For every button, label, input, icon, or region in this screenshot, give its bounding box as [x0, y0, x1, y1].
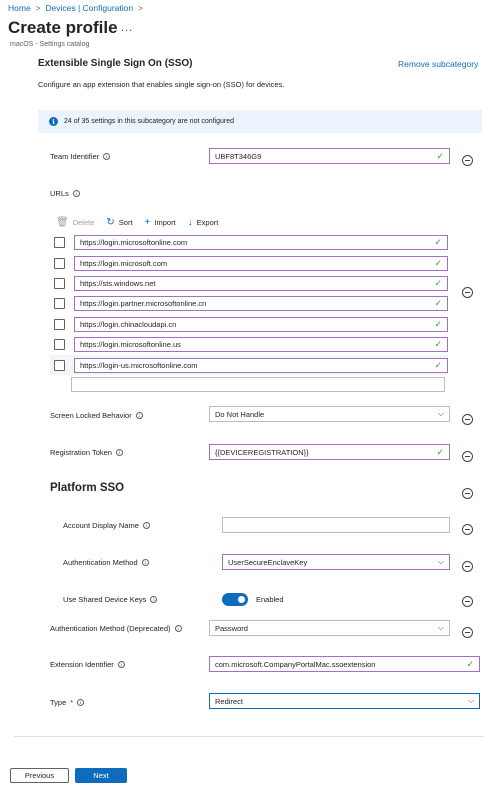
account-display-name-label-text: Account Display Name [63, 521, 139, 530]
use-shared-device-keys-label-text: Use Shared Device Keys [63, 595, 147, 604]
url-input[interactable] [74, 256, 448, 271]
info-message: 24 of 35 settings in this subcategory are not configured [64, 118, 235, 125]
export-label: Export [196, 218, 219, 227]
authentication-method-deprecated-label-text: Authentication Method (Deprecated) [50, 624, 171, 633]
team-identifier-value: UBF8T346G9 [215, 151, 262, 161]
remove-setting-minus-icon[interactable] [462, 524, 473, 535]
delete-button[interactable] [56, 217, 94, 228]
url-input[interactable] [74, 235, 448, 250]
row-checkbox[interactable] [54, 237, 65, 248]
checkmark-icon: ✓ [434, 297, 442, 308]
url-value: https://login.partner.microsoftonline.cn [80, 298, 207, 308]
info-icon[interactable]: i [103, 153, 110, 160]
platform-sso-heading: Platform SSO [50, 482, 125, 494]
list-item [50, 293, 448, 313]
row-checkbox[interactable] [54, 258, 65, 269]
authentication-method-value: UserSecureEnclaveKey [228, 557, 308, 567]
urls-label [50, 189, 80, 198]
list-item [50, 355, 448, 375]
remove-subcategory-link[interactable]: Remove subcategory [398, 59, 479, 69]
remove-setting-minus-icon[interactable] [462, 451, 473, 462]
urls-toolbar [56, 217, 218, 228]
remove-setting-minus-icon[interactable] [462, 155, 473, 166]
remove-setting-minus-icon[interactable] [462, 627, 473, 638]
remove-setting-minus-icon[interactable] [462, 488, 473, 499]
checkmark-icon: ✓ [436, 150, 444, 161]
extension-identifier-label [50, 660, 125, 669]
info-icon[interactable]: i [143, 522, 150, 529]
import-button[interactable] [145, 217, 176, 228]
chevron-right-icon: > [35, 3, 41, 13]
urls-label-text: URLs [50, 189, 69, 198]
row-checkbox[interactable] [54, 360, 65, 371]
previous-button[interactable]: Previous [10, 768, 69, 783]
checkmark-icon: ✓ [434, 236, 442, 247]
remove-setting-minus-icon[interactable] [462, 414, 473, 425]
row-checkbox[interactable] [54, 278, 65, 289]
chevron-down-icon: ⌵ [467, 696, 474, 705]
url-input[interactable] [74, 337, 448, 352]
extension-identifier-label-text: Extension Identifier [50, 660, 114, 669]
chevron-down-icon: ⌵ [437, 557, 444, 566]
list-item [50, 334, 448, 354]
breadcrumb-devices-configuration[interactable]: Devices | Configuration [45, 3, 134, 13]
checkmark-icon: ✓ [434, 338, 442, 349]
next-button[interactable]: Next [75, 768, 127, 783]
registration-token-label-text: Registration Token [50, 448, 112, 457]
authentication-method-label-text: Authentication Method [63, 558, 138, 567]
authentication-method-label [63, 558, 149, 567]
team-identifier-label-text: Team Identifier [50, 152, 100, 161]
screen-locked-label-text: Screen Locked Behavior [50, 411, 132, 420]
info-icon[interactable]: i [142, 559, 149, 566]
url-value: https://login-us.microsoftonline.com [80, 360, 198, 370]
list-item [50, 314, 448, 334]
team-identifier-input[interactable] [209, 148, 450, 164]
use-shared-device-keys-toggle[interactable] [222, 593, 248, 606]
page-subtitle: macOS - Settings catalog [10, 41, 90, 48]
page-title: Create profile [8, 18, 118, 37]
info-icon[interactable]: i [73, 190, 80, 197]
row-checkbox[interactable] [54, 319, 65, 330]
extension-identifier-value: com.microsoft.CompanyPortalMac.ssoextension [215, 659, 376, 669]
url-value: https://sts.windows.net [80, 278, 156, 288]
more-options-icon[interactable]: ... [121, 22, 134, 34]
footer-divider [14, 736, 484, 737]
url-input[interactable] [74, 296, 448, 311]
row-checkbox[interactable] [54, 298, 65, 309]
remove-setting-minus-icon[interactable] [462, 596, 473, 607]
url-input[interactable] [74, 276, 448, 291]
sort-label: Sort [118, 218, 133, 227]
account-display-name-label [63, 521, 150, 530]
authentication-method-deprecated-label [50, 624, 182, 633]
info-message-bar [38, 110, 482, 133]
extension-identifier-input[interactable] [209, 656, 480, 672]
checkmark-icon: ✓ [434, 277, 442, 288]
registration-token-input[interactable] [209, 444, 450, 460]
checkmark-icon: ✓ [434, 257, 442, 268]
checkmark-icon: ✓ [436, 446, 444, 457]
toggle-state-label: Enabled [256, 595, 284, 604]
screen-locked-value: Do Not Handle [215, 409, 265, 419]
import-label: Import [154, 218, 176, 227]
authentication-method-deprecated-dropdown[interactable] [209, 620, 450, 636]
checkmark-icon: ✓ [466, 658, 474, 669]
sort-icon: ↻ [106, 217, 115, 228]
type-value: Redirect [215, 696, 243, 706]
authentication-method-dropdown[interactable] [222, 554, 450, 570]
url-input[interactable] [74, 317, 448, 332]
remove-setting-minus-icon[interactable] [462, 287, 473, 298]
info-icon[interactable]: i [77, 699, 84, 706]
info-icon[interactable]: i [118, 661, 125, 668]
export-button[interactable] [188, 217, 219, 228]
url-value: https://login.chinacloudapi.cn [80, 319, 177, 329]
plus-icon: + [144, 217, 151, 228]
delete-label: Delete [72, 218, 95, 227]
checkmark-icon: ✓ [434, 359, 442, 370]
chevron-right-icon: > [138, 3, 143, 13]
chevron-down-icon: ⌵ [437, 623, 444, 632]
url-value: https://login.microsoftonline.us [80, 339, 181, 349]
new-url-input[interactable] [71, 377, 445, 392]
screen-locked-behavior-dropdown[interactable] [209, 406, 450, 422]
registration-token-value: {{DEVICEREGISTRATION}} [215, 447, 309, 457]
use-shared-device-keys-toggle-group [222, 593, 284, 606]
info-icon[interactable]: i [116, 449, 123, 456]
use-shared-device-keys-label [63, 595, 157, 604]
list-item [50, 232, 448, 252]
authentication-method-deprecated-value: Password [215, 623, 248, 633]
sort-button[interactable] [106, 217, 132, 228]
info-icon[interactable]: i [175, 625, 182, 632]
row-checkbox[interactable] [54, 339, 65, 350]
breadcrumb-home[interactable]: Home [8, 3, 31, 13]
section-description: Configure an app extension that enables single sign-on (SSO) for devices. [38, 80, 285, 89]
type-dropdown[interactable] [209, 693, 480, 709]
url-input[interactable] [74, 358, 448, 373]
account-display-name-input[interactable] [222, 517, 450, 533]
url-value: https://login.microsoft.com [80, 258, 168, 268]
remove-setting-minus-icon[interactable] [462, 561, 473, 572]
team-identifier-label [50, 152, 110, 161]
url-value: https://login.microsoftonline.com [80, 237, 188, 247]
list-item [50, 273, 448, 293]
screen-locked-behavior-label [50, 411, 143, 420]
info-icon: i [49, 117, 58, 126]
info-icon[interactable]: i [136, 412, 143, 419]
registration-token-label [50, 448, 123, 457]
trash-icon: 🗑 [56, 217, 69, 228]
type-label-text: Type [50, 698, 67, 707]
list-item [50, 253, 448, 273]
section-title: Extensible Single Sign On (SSO) [38, 58, 193, 69]
checkmark-icon: ✓ [434, 318, 442, 329]
download-icon: ↓ [187, 217, 193, 228]
breadcrumb [8, 3, 143, 13]
type-label [50, 698, 84, 707]
info-icon[interactable]: i [150, 596, 157, 603]
required-asterisk: * [70, 698, 74, 707]
chevron-down-icon: ⌵ [437, 409, 444, 418]
